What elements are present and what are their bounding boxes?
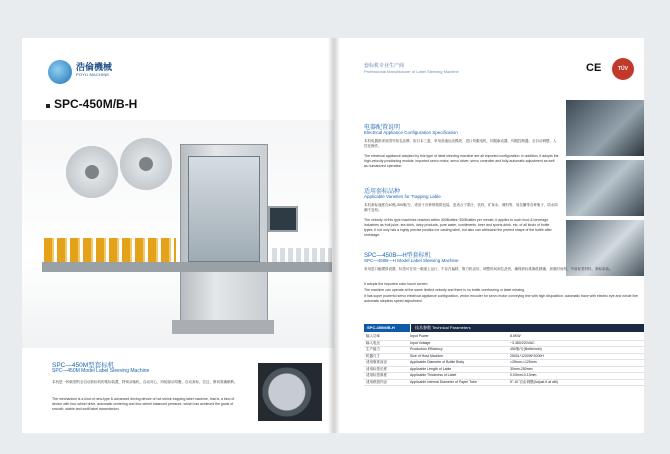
machine-photo	[22, 120, 334, 348]
spec-label-cn: 适用标签厚度	[364, 373, 408, 380]
spec-label-cn: 输入电压	[364, 340, 408, 347]
machine-window	[188, 156, 260, 262]
section-body-en: The machine can operate at the same limited velocity and there is no bottle overturning or label missing.	[364, 288, 526, 292]
spec-value: ~3.380/220VAC	[508, 340, 644, 347]
detail-photo	[258, 363, 322, 421]
right-page	[334, 38, 644, 433]
description-body-cn: 本机是一种新型的全自动套标机的柔标装置，特别双轴机，自动对心，四轮驱动均衡，自动套标，拉边，断切准确顺利。	[52, 380, 238, 384]
table-row	[364, 379, 644, 386]
spec-label-cn: 适用瓶体直径	[364, 360, 408, 367]
spec-table-model-label: SPC-450M/B-H	[364, 324, 410, 332]
spec-value: 450瓶/分(Bottle/min)	[508, 347, 644, 354]
spec-label-en: Applicable Diameter of Bottle Body	[408, 360, 508, 367]
section-body-cn: 本机套标速度在40瓶-300瓶/分，适用于各种规格的包装，更适合于果汁，饮料，矿泉水，调料等，易拉罐等各种瓶子，防水防潮不变形。	[364, 203, 558, 212]
spec-value: 5"-10"自由调整(Adjust it at will)	[508, 379, 644, 386]
brand-name-cn: 浩倫機械	[76, 62, 113, 72]
spec-label-en: Input Voltage	[408, 340, 508, 347]
section-title-en: SPC—450B—H Model Label Sleeving Machine	[364, 258, 459, 263]
spec-label-cn: 适用标签长度	[364, 366, 408, 373]
spec-value: 2500L*1200W*2000H	[508, 353, 644, 360]
detail-thumbnail	[566, 100, 644, 156]
section-body-en: The velocity of this type machines reaches within 400Bottles~300Bottles per minute; it applies to such food & beverage industries as fruit juice, tea drink, dairy products, pure water, condiments, beer and sports drink, etc, of all kinds of bottle types. It not only has a highly precise position for casting label, but also can withstand the perfect shape of the bottle after shrinkage.	[364, 218, 552, 237]
spec-value: 8.5KW	[508, 334, 644, 340]
spec-label-en: Size of Host Machine	[408, 353, 508, 360]
description-title-en: SPC—450M Model Label Sleeving Machine	[52, 368, 150, 374]
spec-label-cn: 机器尺寸	[364, 353, 408, 360]
spec-label-en: Applicable Thickness of Label	[408, 373, 508, 380]
conveyor-belt	[42, 262, 332, 272]
description-body-en: The mechanism is a kind of new-type & advanced driving device of hot shrink trapping label machine, that is, a kind of device with four-wheel drive, automatic centering and four-wheel balanced pressure, which has achieved the goals of smooth, stable and swift label transmission.	[52, 397, 235, 411]
section-title-cn: 适用套标品种	[364, 189, 401, 195]
detail-thumbnail	[566, 160, 644, 216]
page-header-cn: 套标机专业生产商	[364, 63, 405, 69]
spec-value: 0.03mm-0.13mm	[508, 373, 644, 380]
machine-base	[172, 320, 274, 334]
ce-certification-icon: CE	[586, 62, 602, 74]
section-body-cn: 采用进口触摸屏设置，标签可在同一频道上运行，不存在偏移，断刀机动好，调整时间到位及快，确保套标准确性精确，套瓶时间短，节省标签材料，套标率高。	[364, 267, 613, 271]
label-reel-right	[120, 138, 172, 190]
spec-label-en: Applicable Internal Diameter of Paper Tube	[408, 379, 508, 386]
spec-label-cn: 适用纸管内径	[364, 379, 408, 386]
bottle-row-left	[44, 238, 176, 262]
tuv-certification-icon: TÜV CERT	[612, 58, 634, 80]
section-body-en: It adopts the imported color touch screen.	[364, 282, 429, 286]
spec-value: 30mm-250mm	[508, 366, 644, 373]
section-body-en: The electrical appliance adopted by this type of label sleeving machine are all imported configuration. In addition, it adopts the high-velocity positioning module, imported servo motor, servo driver, servo controller and fully-automatic adjustment as well as humanized operation.	[364, 154, 559, 168]
section-title-cn: SPC—450B—H型套标机	[364, 253, 431, 259]
spec-label-en: Input Power	[408, 334, 508, 340]
spec-table-header: 技术参数 Technical Parameters	[411, 324, 644, 332]
label-reel-left	[66, 146, 118, 198]
spec-label-cn: 输入功率	[364, 334, 408, 340]
section-body-cn: 本机电器都采用国外知名品牌，如日本三菱，采用高速运动模块，进口伺服电机，伺服驱动器，伺服控制器，全自动调整，人性化操作。	[364, 139, 557, 148]
brand-name-en: POYU MACHINE	[76, 72, 110, 77]
title-bullet-icon	[46, 104, 50, 108]
spec-value: <28mm-<125mm	[508, 360, 644, 367]
page-header-en: Professional Manufacturer of Label Sleeving Machine	[364, 69, 459, 74]
left-page	[22, 38, 334, 433]
page-fold	[328, 38, 340, 433]
section-title-en: Electrical Appliance Configuration Specification	[364, 130, 458, 135]
spec-label-cn: 生产能力	[364, 347, 408, 354]
model-title: SPC-450M/B-H	[54, 97, 138, 111]
section-title-en: Applicable Varieties for Trapping Lable	[364, 194, 441, 199]
spec-label-en: Production Efficiency	[408, 347, 508, 354]
brand-logo-icon	[48, 60, 72, 84]
section-body-en: It has super powerful servo electrical appliance configuration, vector encoder for servo motor conveying line with high disposition; automatic trace with electric eye and whole line automatic stepless speed adjustment.	[364, 294, 638, 303]
spec-table	[364, 334, 644, 386]
section-title-cn: 电器配置说明	[364, 125, 401, 131]
spec-label-en: Applicable Length of Lable	[408, 366, 508, 373]
description-title-cn: SPC—450M型套标机	[52, 362, 115, 369]
touch-screen-panel	[268, 206, 298, 232]
